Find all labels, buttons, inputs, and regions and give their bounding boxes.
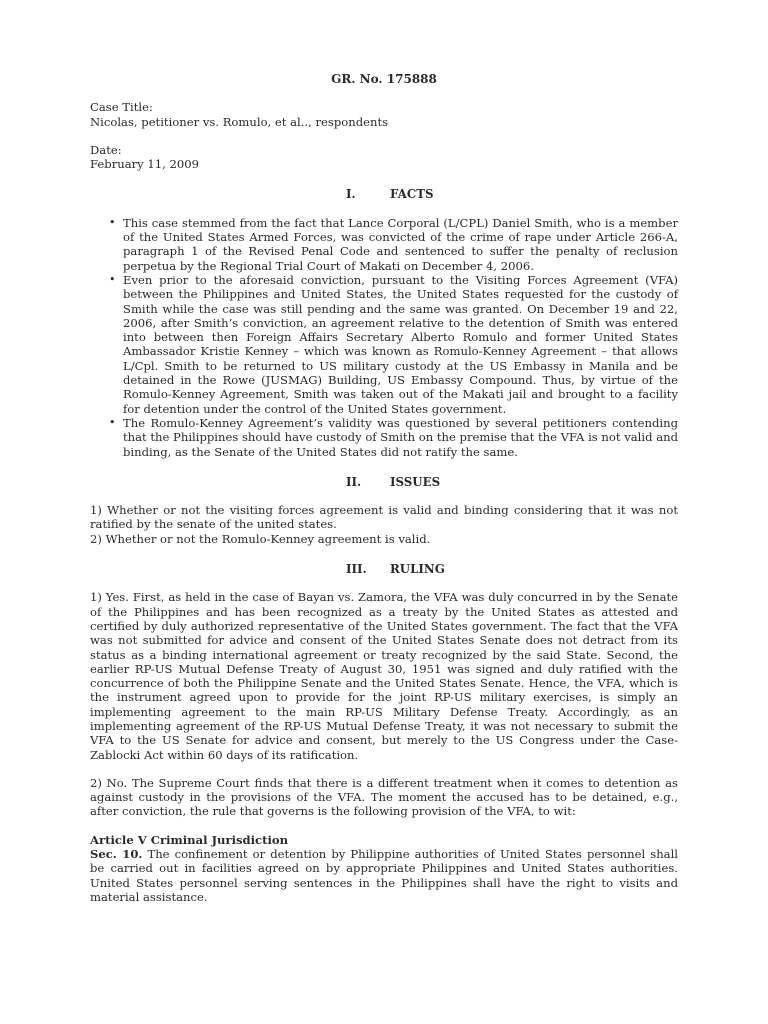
facts-heading-label: FACTS [390,187,434,202]
facts-heading [90,187,678,201]
article-title: Article V Criminal Jurisdiction [90,832,289,847]
issues-heading-label: ISSUES [390,474,441,489]
ruling-heading-number: III. [346,562,367,577]
bullet-icon: • [109,215,116,229]
facts-heading-number: I. [346,187,356,202]
case-title-label: Case Title: [90,100,153,115]
issue-item: 1) Whether or not the visiting forces agreement is valid and binding considering that it was not ratified by the senate of the united states. [90,503,678,532]
issue-item: 2) Whether or not the Romulo-Kenney agreement is valid. [90,531,431,546]
case-title-block [90,100,678,129]
fact-text: Even prior to the aforesaid conviction, pursuant to the Visiting Forces Agreement (VFA) between the Philippines and United States, the United States requested for the custody of Smith while the case was still pending and the same was granted. On December 19 and 22, 2006, after Smith’s conviction, an agreement relative to the detention of Smith was entered into between then Foreign Affairs Secretary Alberto Romulo and former United States Ambassador Kristie Kenney – which was known as Romulo-Kenney Agreement – that allows L/Cpl. Smith to be returned to US military custody at the US Embassy in Manila and be detained in the Rowe (JUSMAG) Building, US Embassy Compound. Thus, by virtue of the Romulo-Kenney Agreement, Smith was taken out of the Makati jail and brought to a facility for detention under the control of the United States government. [123,272,678,416]
list-item [109,272,678,416]
ruling-paragraph-1: 1) Yes. First, as held in the case of Bayan vs. Zamora, the VFA was duly concurred in by the Senate of the Philippines and has been recognized as a treaty by the United States as attested and certified by duly authorized representative of the United States government. The fact that the VFA was not submitted for advice and consent of the United States Senate does not detract from its status as a binding international agreement or treaty recognized by the said State. Second, the earlier RP-US Mutual Defense Treaty of August 30, 1951 was signed and duly ratified with the concurrence of both the Philippine Senate and the United States Senate. Hence, the VFA, which is the instrument agreed upon to provide for the joint RP-US military exercises, is simply an implementing agreement to the main RP-US Military Defense Treaty. Accordingly, as an implementing agreement of the RP-US Mutual Defense Treaty, it was not necessary to submit the VFA to the US Senate for advice and consent, but merely to the US Congress under the Case-Zablocki Act within 60 days of its ratification. [90,590,678,762]
ruling-paragraph-2: 2) No. The Supreme Court finds that there is a different treatment when it comes to detention as against custody in the provisions of the VFA. The moment the accused has to be detained, e.g., after conviction, the rule that governs is the following provision of the VFA, to wit: [90,775,678,819]
issues-list [90,503,678,546]
case-title-value: Nicolas, petitioner vs. Romulo, et al.., respondents [90,114,389,129]
article-section [90,847,678,904]
fact-text: This case stemmed from the fact that Lance Corporal (L/CPL) Daniel Smith, who is a member of the United States Armed Forces, was convicted of the crime of rape under Article 266-A, paragraph 1 of the Revised Penal Code and sentenced to suffer the penalty of reclusion perpetua by the Regional Trial Court of Makati on December 4, 2006. [123,215,678,273]
document-page [90,72,678,918]
document-title: GR. No. 175888 [331,72,437,86]
ruling-heading [90,562,678,576]
list-item [109,215,678,273]
date-label: Date: [90,142,122,157]
list-item [109,415,678,459]
fact-text: The Romulo-Kenney Agreement’s validity was questioned by several petitioners contending that the Philippines should have custody of Smith on the premise that the VFA is not valid and binding, as the Senate of the United States did not ratify the same. [123,415,678,459]
bullet-icon: • [109,415,116,429]
facts-list [90,216,678,459]
section-text: The confinement or detention by Philippine authorities of United States personnel shall be carried out in facilities agreed on by appropriate Philippines and United States authorities. United States personnel serving sentences in the Philippines shall have the right to visits and material assistance. [90,847,678,904]
bullet-icon: • [109,272,116,286]
section-label: Sec. 10. [90,847,143,862]
issues-heading-number: II. [346,474,362,489]
date-block [90,143,678,172]
issues-heading [90,475,678,489]
ruling-heading-label: RULING [390,562,445,577]
date-value: February 11, 2009 [90,157,200,172]
